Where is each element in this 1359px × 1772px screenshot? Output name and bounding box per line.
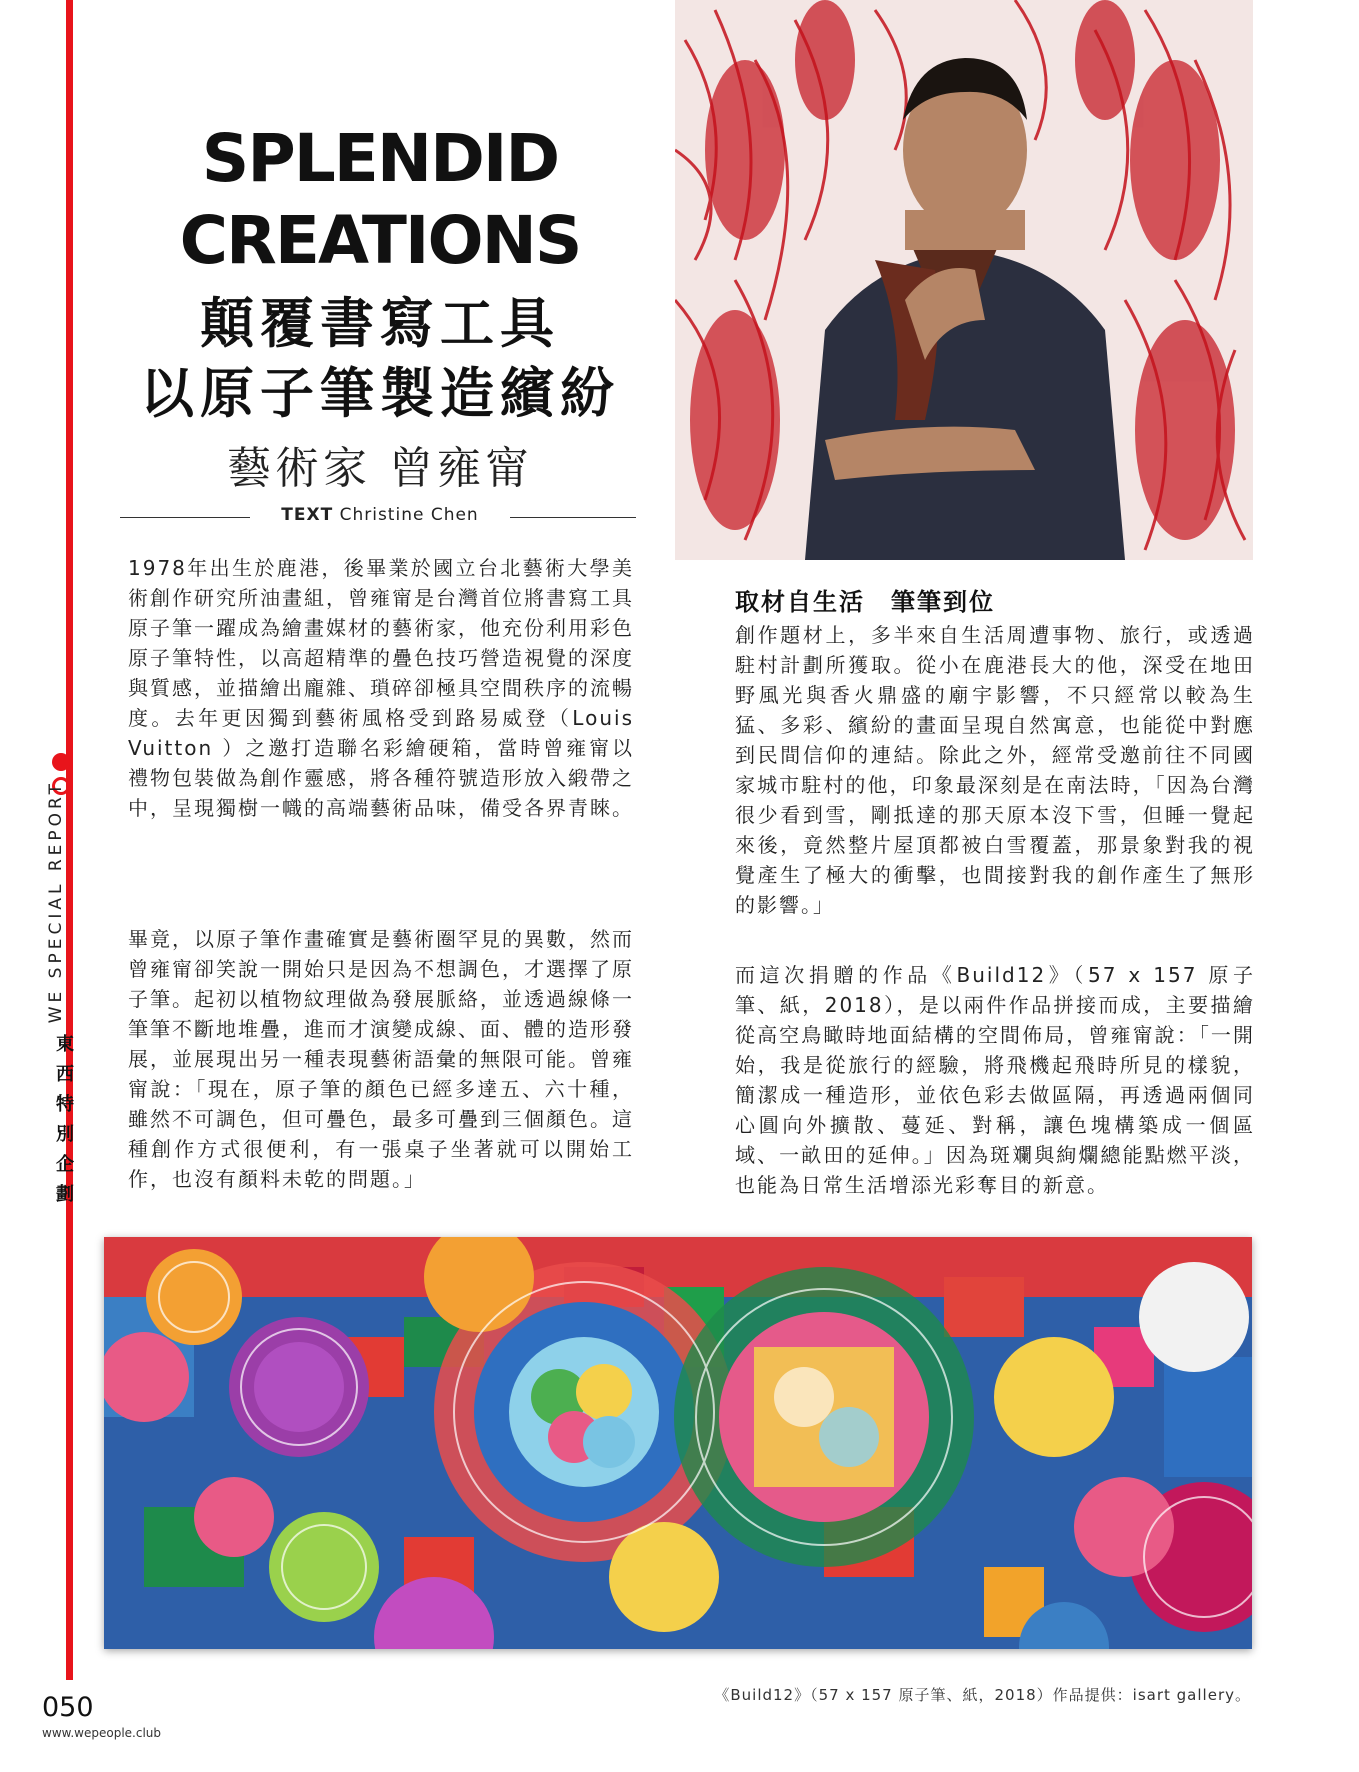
title-chinese: 顛覆書寫工具 以原子筆製造繽紛 bbox=[140, 291, 620, 425]
title-english: SPLENDID CREATIONS bbox=[179, 120, 581, 279]
section-label-cn: 東 西 特 別 企 劃 bbox=[56, 1034, 74, 1205]
filled-dot-icon bbox=[52, 753, 70, 771]
body-paragraph-3: 創作題材上，多半來自生活周遭事物、旅行，或透過駐村計劃所獲取。從小在鹿港長大的他，深受在地田野風光與香火鼎盛的廟宇影響，不只經常以較為生猛、多彩、繽紛的畫面呈現自然寓意，也能從中對應到民間信仰的連結。除此之外，經常受邀前往不同國家城市駐村的他，印象最深刻是在南法時，「因為台灣很少看到雪，剛抵達的那天原本沒下雪，但睡一覺起來後，竟然整片屋頂都被白雪覆蓋，那景象對我的視覺產生了極大的衝擊，也間接對我的創作產生了無形的影響。」 bbox=[735, 623, 1255, 917]
credit-name: Christine Chen bbox=[339, 505, 479, 525]
section-label: WE SPECIAL REPORT bbox=[46, 780, 66, 1024]
artist-name: 藝術家 曾雍甯 bbox=[227, 443, 533, 494]
body-paragraph-4: 而這次捐贈的作品《Build12》（57 x 157 原子筆、紙，2018），是以兩件作品拼接而成，主要描繪從高空鳥瞰時地面結構的空間佈局，曾雍甯說：「一開始，我是從旅行的經驗，將飛機起飛時所見的樣貌，簡潔成一種造形，並依色彩去做區隔，再透過兩個同心圓向外擴散、蔓延、對稱，讓色塊構築成一個區域、一畝田的延伸。」因為斑斕與絢爛總能點燃平淡，也能為日常生活增添光彩奪目的新意。 bbox=[735, 963, 1255, 1197]
credit-label: TEXT bbox=[281, 505, 334, 525]
page-number: 050 bbox=[42, 1692, 94, 1723]
artist-portrait bbox=[675, 0, 1253, 560]
artwork-caption: 《Build12》（57 x 157 原子筆、紙，2018）作品提供：isart gallery。 bbox=[714, 1686, 1251, 1704]
portrait-image bbox=[675, 0, 1253, 560]
website-url: www.wepeople.club bbox=[42, 1726, 161, 1740]
body-paragraph-1: 1978年出生於鹿港，後畢業於國立台北藝術大學美術創作研究所油畫組，曾雍甯是台灣首位將書寫工具原子筆一躍成為繪畫媒材的藝術家，他充份利用彩色原子筆特性，以高超精準的疊色技巧營造視覺的深度與質感，並描繪出龐雜、瑣碎卻極具空間秩序的流暢度。去年更因獨到藝術風格受到路易威登（Louis Vuitton ）之邀打造聯名彩繪硬箱，當時曾雍甯以禮物包裝做為創作靈感，將各種符號造形放入緞帶之中，呈現獨樹一幟的高端藝術品味，備受各界青睞。 bbox=[128, 556, 634, 820]
artwork-build12 bbox=[104, 1237, 1252, 1649]
credit-rule-left bbox=[120, 517, 250, 518]
section-subheading: 取材自生活 筆筆到位 bbox=[735, 587, 995, 616]
body-paragraph-2: 畢竟，以原子筆作畫確實是藝術圈罕見的異數，然而曾雍甯卻笑說一開始只是因為不想調色，才選擇了原子筆。起初以植物紋理做為發展脈絡，並透過線條一筆筆不斷地堆疊，進而才演變成線、面、體的造形發展，並展現出另一種表現藝術語彙的無限可能。曾雍甯說：「現在，原子筆的顏色已經多達五、六十種，雖然不可調色，但可疊色，最多可疊到三個顏色。這種創作方式很便利，有一張桌子坐著就可以開始工作，也沒有顏料未乾的問題。」 bbox=[128, 927, 634, 1191]
artwork-image bbox=[104, 1237, 1252, 1649]
credit-rule-right bbox=[510, 517, 636, 518]
byline bbox=[255, 505, 505, 525]
